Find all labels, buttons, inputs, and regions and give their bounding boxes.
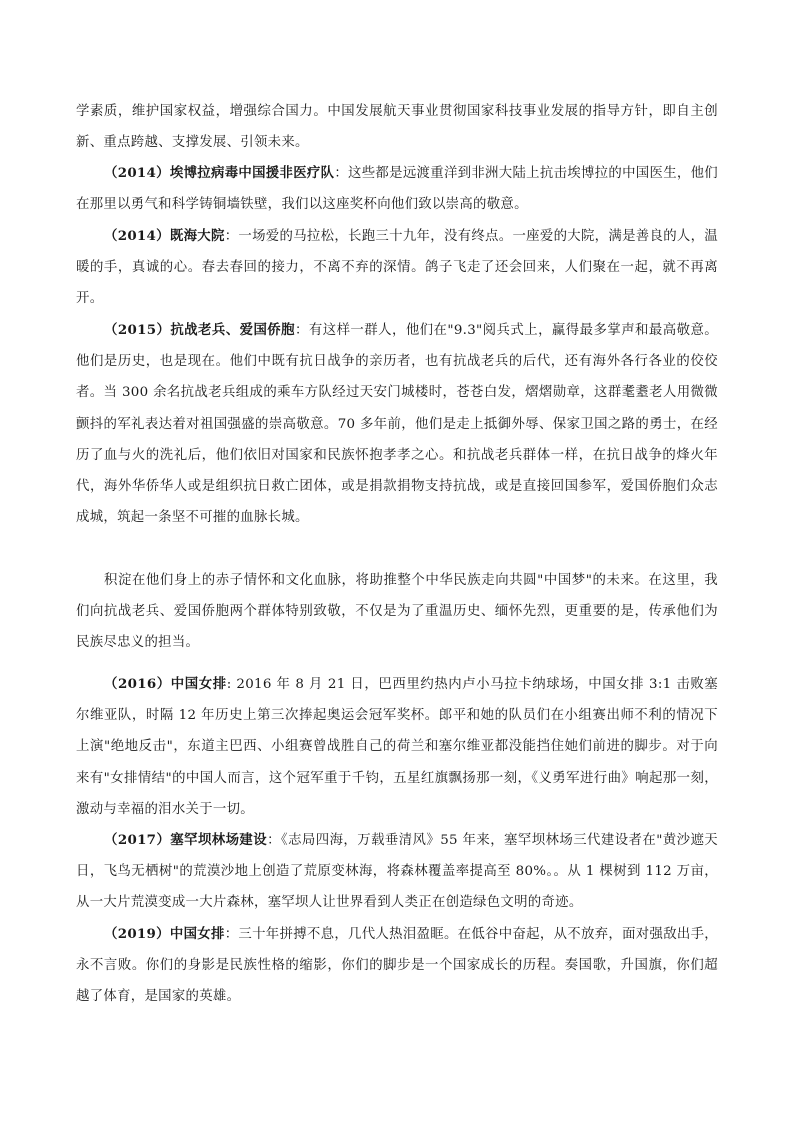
paragraph-veterans-overseas-chinese <box>76 315 718 533</box>
paragraph-womens-volleyball-2016 <box>76 669 718 825</box>
paragraph-label: （2015）抗战老兵、爱国侨胞 <box>104 322 296 338</box>
paragraph-text: ：这些都是远渡重洋到非洲大陆上抗击埃博拉的中国医生，他们在那里以勇气和科学铸铜墙铁壁，我们以这座奖杯向他们致以崇高的敬意。 <box>76 166 718 213</box>
paragraph-text: 积淀在他们身上的赤子情怀和文化血脉，将助推整个中华民族走向共圆"中国梦"的未来。在这里，我们向抗战老兵、爱国侨胞两个群体特别致敬，不仅是为了重温历史、缅怀先烈，更重要的是，传承他们为民族尽忠义的担当。 <box>76 573 718 651</box>
paragraph-jihai-compound <box>76 221 718 315</box>
paragraph-text: ：《志局四海，万载垂清风》55 年来，塞罕坝林场三代建设者在"黄沙遮天日，飞鸟无栖树"的荒漠沙地上创造了荒原变林海，将森林覆盖率提高至 80%。。从 1 棵树到 112 万亩，从一大片荒漠变成一大片森林，塞罕坝人让世界看到人类正在创造绿色文明的奇迹。 <box>76 833 718 911</box>
paragraph-label: （2016）中国女排 <box>104 676 227 692</box>
paragraph-aerospace-continuation <box>76 96 718 158</box>
paragraph-chinese-dream <box>76 565 718 659</box>
paragraph-text: ：三十年拼搏不息，几代人热泪盈眶。在低谷中奋起，从不放弃，面对强敌出手，永不言败。你们的身影是民族性格的缩影，你们的脚步是一个国家成长的历程。奏国歌，升国旗，你们超越了体育，是国家的英雄。 <box>76 927 718 1005</box>
paragraph-label: （2017）塞罕坝林场建设 <box>104 832 268 848</box>
paragraph-label: （2014）既海大院 <box>104 228 225 244</box>
paragraph-ebola-medical-team <box>76 158 718 220</box>
paragraph-text: : 2016 年 8 月 21 日，巴西里约热内卢小马拉卡纳球场，中国女排 3:1 击败塞尔维亚队，时隔 12 年历史上第三次捧起奥运会冠军奖杯。郎平和她的队员们在小组赛出师不利的情况下上演"绝地反击"，东道主巴西、小组赛曾战胜自己的荷兰和塞尔维亚都没能挡住她们前进的脚步。对于向来有"女排情结"的中国人而言，这个冠军重于千钧，五星红旗飘扬那一刻，《义勇军进行曲》响起那一刻，激动与幸福的泪水关于一切。 <box>76 677 718 817</box>
paragraph-label: （2019）中国女排 <box>104 926 225 942</box>
paragraph-text: ：一场爱的马拉松，长跑三十九年，没有终点。一座爱的大院，满是善良的人，温暖的手，真诚的心。春去春回的接力，不离不弃的深情。鸽子飞走了还会回来，人们聚在一起，就不再离开。 <box>76 229 718 307</box>
paragraph-label: （2014）埃博拉病毒中国援非医疗队 <box>104 165 335 181</box>
paragraph-saihanba-forest <box>76 825 718 919</box>
paragraph-text: ：有这样一群人，他们在"9.3"阅兵式上，赢得最多掌声和最高敬意。他们是历史，也是现在。他们中既有抗日战争的亲历者，也有抗战老兵的后代，还有海外各行各业的佼佼者。当 300 余名抗战老兵组成的乘车方队经过天安门城楼时，苍苍白发，熠熠勋章，这群耄耋老人用微微颤抖的军礼表达着对祖国强盛的崇高敬意。70 多年前，他们是走上抵御外辱、保家卫国之路的勇士，在经历了血与火的洗礼后，他们依旧对国家和民族怀抱孝孝之心。和抗战老兵群体一样，在抗日战争的烽火年代，海外华侨华人或是组织抗日救亡团体，或是捐款捐物支持抗战，或是直接回国参军，爱国侨胞们众志成城，筑起一条坚不可摧的血脉长城。 <box>76 323 718 526</box>
paragraph-womens-volleyball-2019 <box>76 919 718 1013</box>
paragraph-text: 学素质，维护国家权益，增强综合国力。中国发展航天事业贯彻国家科技事业发展的指导方针，即自主创新、重点跨越、支撑发展、引领未来。 <box>76 104 718 151</box>
